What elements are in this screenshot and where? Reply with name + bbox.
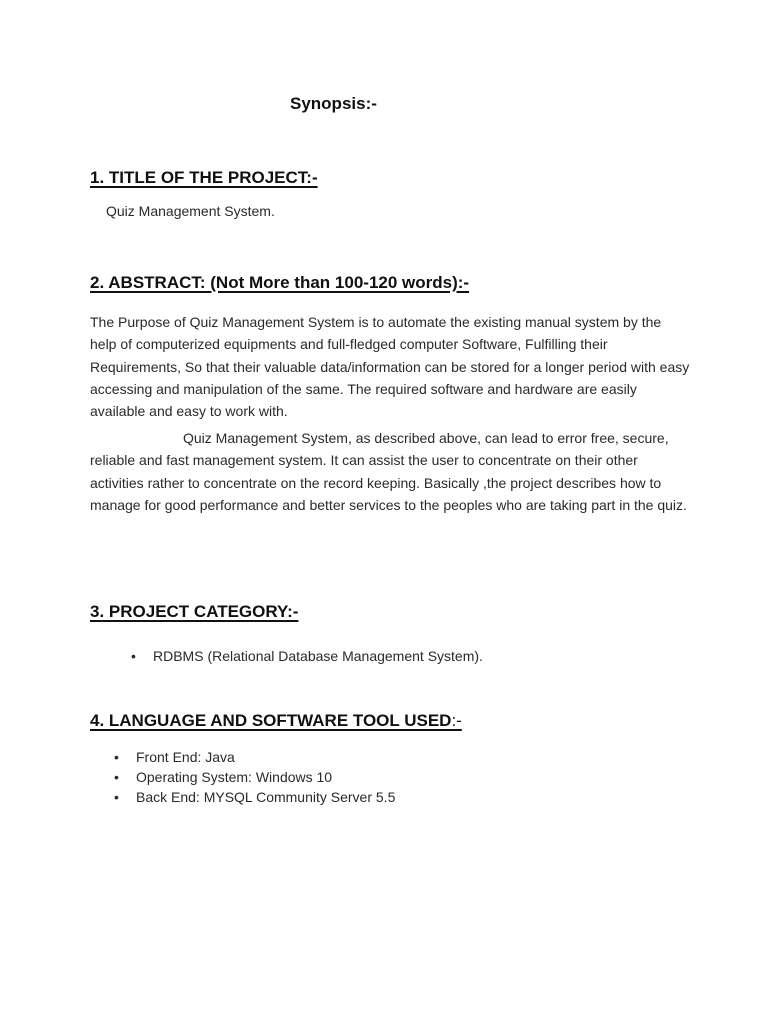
bullet-icon: • [114,789,119,805]
tools-list [114,747,396,807]
abstract-paragraph-2: Quiz Management System, as described above, can lead to error free, secure, reliable and fast management system. It can assist the user to concentrate on their other activities rather to concentrate on the record keeping. Basically ,the project describes how to manage for good performance and better services to the peoples who are taking part in the quiz. [90,430,687,513]
section-heading-abstract: 2. ABSTRACT: (Not More than 100-120 words):- [90,273,470,292]
list-item [114,747,395,767]
project-category-list [131,646,483,666]
bullet-icon: • [114,749,119,765]
bullet-icon: • [114,769,119,785]
section-heading-title-of-project: 1. TITLE OF THE PROJECT:- [90,168,318,187]
list-item [114,767,395,787]
list-item [114,787,396,807]
section-heading-suffix: :- [451,711,462,730]
list-item-text: RDBMS (Relational Database Management System). [153,648,483,664]
list-item-text: Operating System: Windows 10 [136,769,333,785]
section-heading-language-tools-text: 4. LANGUAGE AND SOFTWARE TOOL USED [90,711,452,730]
bullet-icon: • [131,648,136,664]
list-item-text: Front End: Java [136,749,235,765]
section-heading-project-category: 3. PROJECT CATEGORY:- [90,602,299,621]
list-item [131,646,483,666]
list-item-text: Back End: MYSQL Community Server 5.5 [136,789,396,805]
abstract-paragraph-1: The Purpose of Quiz Management System is to automate the existing manual system by the help of computerized equipments and full-fledged computer Software, Fulfilling their Requirements, So that their valuable data/information can be stored for a longer period with easy accessing and manipulation of the same. The required software and hardware are easily available and easy to work with. [90,314,690,420]
document-title: Synopsis:- [290,94,377,113]
project-title-text: Quiz Management System. [106,203,275,219]
section-heading-language-tools [90,711,462,731]
